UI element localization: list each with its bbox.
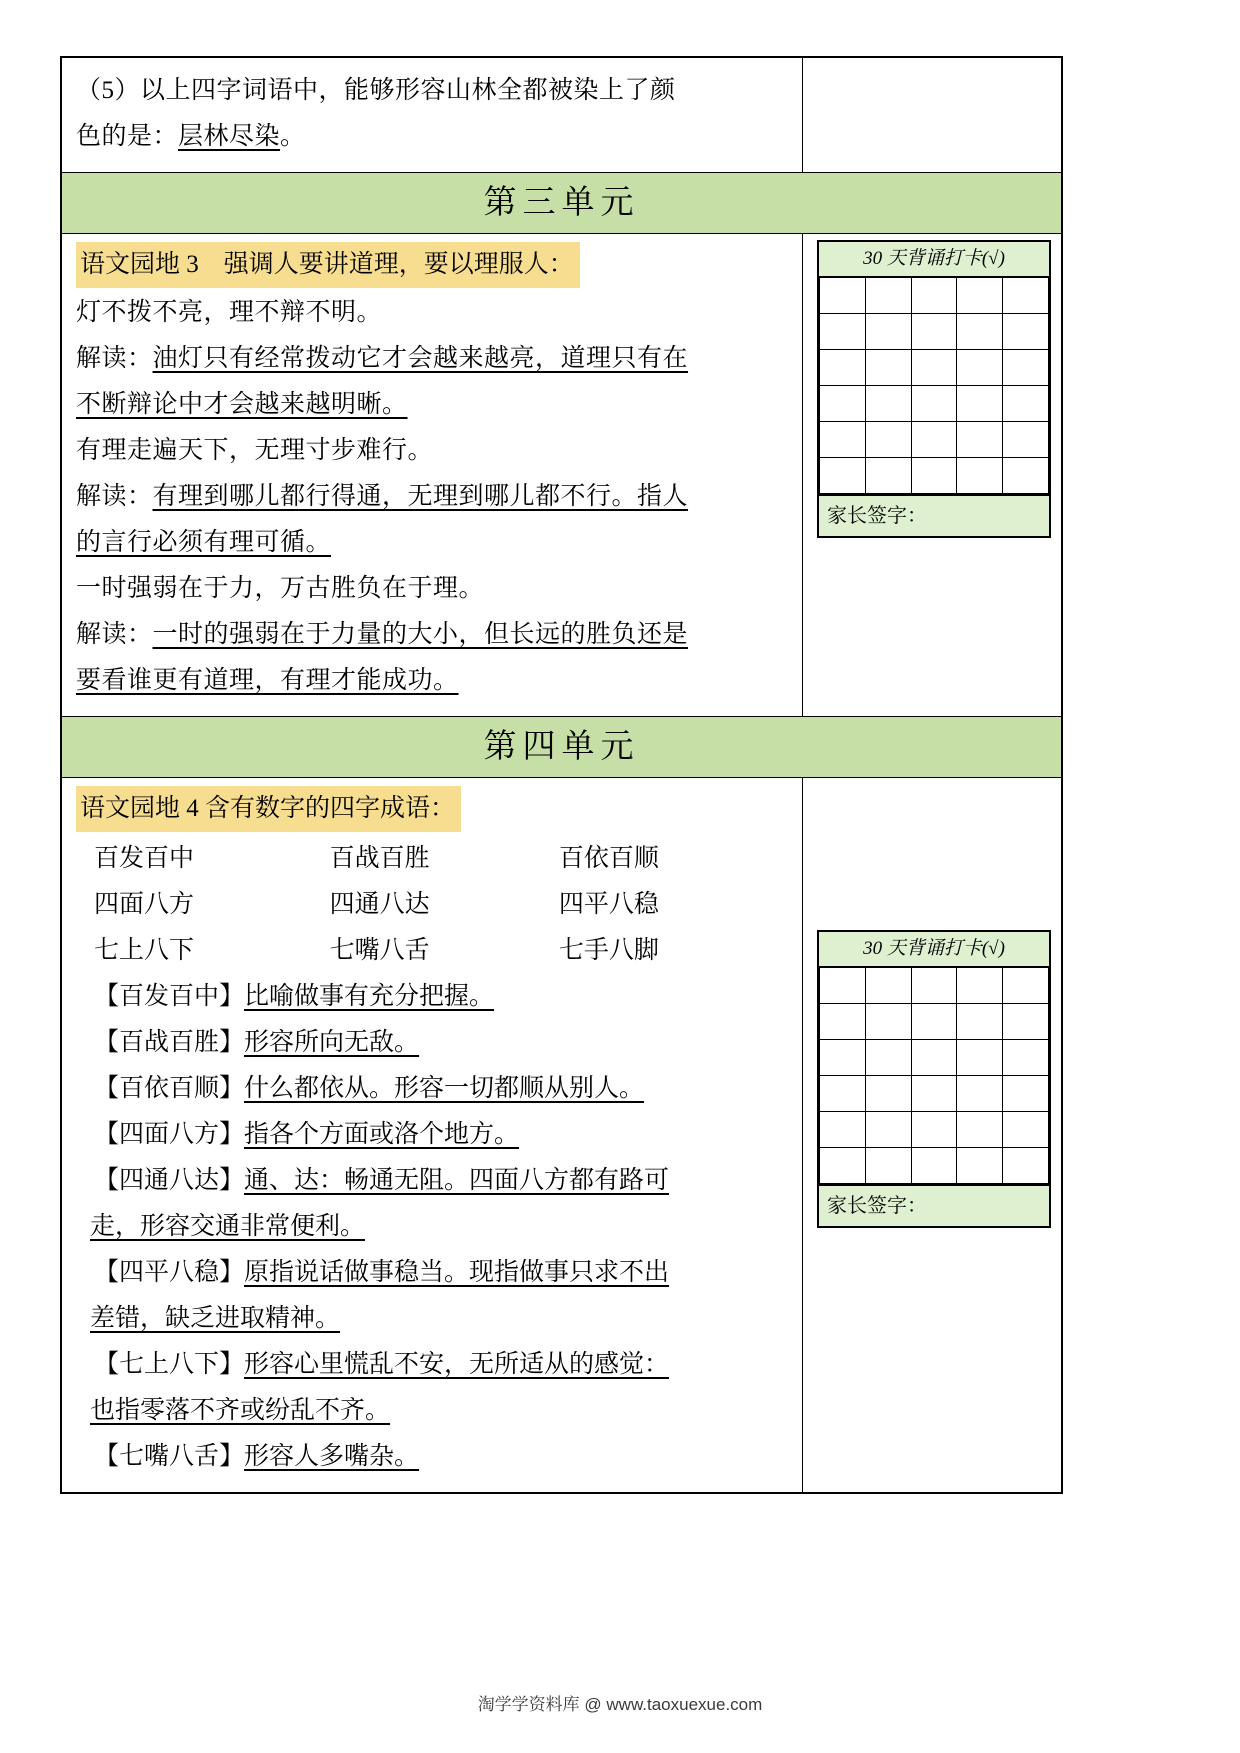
checkin-row[interactable] [820, 422, 1049, 458]
definition-continuation: 差错，缺乏进取精神。 [90, 1305, 341, 1332]
checkin-cell[interactable] [865, 1076, 911, 1112]
definition-line [76, 1158, 788, 1204]
checkin-cell[interactable] [957, 314, 1003, 350]
question5-cell [61, 57, 803, 173]
checkin-cell[interactable] [820, 1040, 866, 1076]
checkin-cell[interactable] [911, 1076, 957, 1112]
idiom-row [76, 882, 788, 928]
checkin-card-unit3 [817, 240, 1051, 538]
definition-meaning: 通、达：畅通无阻。四面八方都有路可 [244, 1167, 670, 1194]
question5-side-cell [803, 57, 1063, 173]
checkin-cell[interactable] [911, 1040, 957, 1076]
checkin-grid-unit4[interactable] [819, 967, 1049, 1184]
idiom-grid [76, 836, 788, 974]
checkin-cell[interactable] [957, 1040, 1003, 1076]
definition-continuation: 走，形容交通非常便利。 [90, 1213, 366, 1240]
checkin-cell[interactable] [865, 458, 911, 494]
idiom-cell: 四面八方 [94, 891, 195, 918]
definition-line [76, 1066, 788, 1112]
table-row-unit3 [61, 234, 1062, 717]
checkin-cell[interactable] [957, 968, 1003, 1004]
checkin-cell[interactable] [1003, 1004, 1049, 1040]
checkin-cell[interactable] [911, 1004, 957, 1040]
checkin-row[interactable] [820, 1076, 1049, 1112]
unit3-body [62, 288, 802, 716]
checkin-cell[interactable] [1003, 278, 1049, 314]
definition-line [76, 1020, 788, 1066]
footer-watermark: 淘学学资料库 @ www.taoxuexue.com [477, 1695, 763, 1714]
idiom-cell: 四平八稳 [558, 891, 659, 918]
definition-term: 【七嘴八舌】 [94, 1443, 245, 1470]
definition-term: 【百发百中】 [94, 983, 245, 1010]
checkin-cell[interactable] [865, 422, 911, 458]
checkin-title-unit3: 30 天背诵打卡(√) [819, 242, 1049, 277]
checkin-cell[interactable] [911, 314, 957, 350]
checkin-cell[interactable] [957, 386, 1003, 422]
checkin-row[interactable] [820, 968, 1049, 1004]
checkin-cell[interactable] [865, 350, 911, 386]
unit3-line-4: 有理走遍天下，无理寸步难行。 [76, 437, 434, 464]
checkin-cell[interactable] [820, 1076, 866, 1112]
idiom-cell: 百依百顺 [558, 845, 659, 872]
definition-meaning: 原指说话做事稳当。现指做事只求不出 [244, 1259, 670, 1286]
checkin-row[interactable] [820, 458, 1049, 494]
worksheet-table [60, 56, 1063, 1494]
unit3-banner: 第三单元 [61, 173, 1062, 234]
definition-line [76, 1342, 788, 1388]
definition-continuation: 也指零落不齐或纷乱不齐。 [90, 1397, 391, 1424]
idiom-cell: 七上八下 [94, 937, 195, 964]
checkin-row[interactable] [820, 1148, 1049, 1184]
checkin-cell[interactable] [865, 1112, 911, 1148]
checkin-cell[interactable] [1003, 1112, 1049, 1148]
checkin-cell[interactable] [820, 350, 866, 386]
definition-line [76, 1250, 788, 1296]
checkin-cell[interactable] [911, 1148, 957, 1184]
idiom-row [76, 836, 788, 882]
table-row-question5 [61, 57, 1062, 173]
checkin-cell[interactable] [820, 278, 866, 314]
checkin-cell[interactable] [911, 1112, 957, 1148]
checkin-cell[interactable] [820, 314, 866, 350]
unit3-line-7: 一时强弱在于力，万古胜负在于理。 [76, 575, 485, 602]
checkin-cell[interactable] [1003, 422, 1049, 458]
checkin-cell[interactable] [1003, 1040, 1049, 1076]
definition-list [76, 974, 788, 1480]
table-row-unit3-banner [61, 173, 1062, 234]
checkin-cell[interactable] [911, 386, 957, 422]
unit3-line-6: 的言行必须有理可循。 [76, 529, 332, 556]
idiom-grid-body [76, 836, 788, 974]
idiom-cell: 百发百中 [94, 845, 195, 872]
definition-meaning: 形容人多嘴杂。 [244, 1443, 420, 1470]
checkin-cell[interactable] [1003, 386, 1049, 422]
checkin-row[interactable] [820, 1004, 1049, 1040]
checkin-cell[interactable] [1003, 350, 1049, 386]
unit3-cell [61, 234, 803, 717]
table-row-unit4 [61, 778, 1062, 1494]
definition-meaning: 比喻做事有充分把握。 [244, 983, 495, 1010]
checkin-cell[interactable] [820, 1148, 866, 1184]
definition-line [76, 1434, 788, 1480]
checkin-row[interactable] [820, 314, 1049, 350]
idiom-cell: 四通八达 [329, 891, 430, 918]
definition-meaning: 形容所向无敌。 [244, 1029, 420, 1056]
idiom-row [76, 928, 788, 974]
checkin-cell[interactable] [911, 278, 957, 314]
definition-meaning: 形容心里慌乱不安，无所适从的感觉： [244, 1351, 670, 1378]
unit3-line-8: 解读：一时的强弱在于力量的大小，但长远的胜负还是 [76, 621, 689, 648]
signature-row-unit3[interactable]: 家长签字： [819, 494, 1049, 536]
idiom-cell: 七手八脚 [558, 937, 659, 964]
unit3-line-1: 灯不拨不亮，理不辩不明。 [76, 299, 383, 326]
checkin-cell[interactable] [865, 1148, 911, 1184]
checkin-cell[interactable] [911, 458, 957, 494]
definition-meaning: 什么都依从。形容一切都顺从别人。 [244, 1075, 645, 1102]
checkin-cell[interactable] [820, 968, 866, 1004]
checkin-cell[interactable] [957, 278, 1003, 314]
unit4-cell [61, 778, 803, 1494]
checkin-cell[interactable] [911, 968, 957, 1004]
checkin-row[interactable] [820, 1040, 1049, 1076]
checkin-cell[interactable] [865, 1040, 911, 1076]
checkin-cell[interactable] [957, 1112, 1003, 1148]
checkin-cell[interactable] [820, 422, 866, 458]
checkin-cell[interactable] [1003, 1148, 1049, 1184]
definition-meaning: 指各个方面或洛个地方。 [244, 1121, 520, 1148]
definition-term: 【七上八下】 [94, 1351, 245, 1378]
definition-term: 【四平八稳】 [94, 1259, 245, 1286]
checkin-cell[interactable] [1003, 314, 1049, 350]
checkin-row[interactable] [820, 386, 1049, 422]
checkin-row[interactable] [820, 350, 1049, 386]
definition-term: 【百依百顺】 [94, 1075, 245, 1102]
unit3-side-cell [803, 234, 1063, 717]
checkin-cell[interactable] [911, 422, 957, 458]
checkin-cell[interactable] [820, 1112, 866, 1148]
definition-continuation-line [76, 1388, 788, 1434]
checkin-cell[interactable] [957, 1148, 1003, 1184]
question5-line-2: 色的是：层林尽染。 [76, 123, 306, 150]
definition-continuation-line [76, 1204, 788, 1250]
idiom-cell: 百战百胜 [329, 845, 430, 872]
definition-continuation-line [76, 1296, 788, 1342]
definition-term: 【百战百胜】 [94, 1029, 245, 1056]
unit3-line-5: 解读：有理到哪儿都行得通，无理到哪儿都不行。指人 [76, 483, 689, 510]
checkin-grid-body-unit3[interactable] [820, 278, 1049, 494]
checkin-cell[interactable] [1003, 968, 1049, 1004]
checkin-cell[interactable] [865, 314, 911, 350]
checkin-row[interactable] [820, 278, 1049, 314]
checkin-card-unit4 [817, 930, 1051, 1228]
unit3-highlight-row [62, 234, 802, 288]
checkin-cell[interactable] [820, 1004, 866, 1040]
checkin-cell[interactable] [865, 968, 911, 1004]
checkin-cell[interactable] [957, 1076, 1003, 1112]
checkin-cell[interactable] [865, 278, 911, 314]
checkin-cell[interactable] [865, 1004, 911, 1040]
checkin-cell[interactable] [957, 458, 1003, 494]
unit4-side-cell [803, 778, 1063, 1494]
question5-line-1: （5）以上四字词语中，能够形容山林全都被染上了颜 [76, 77, 676, 104]
question5-answer: 层林尽染 [178, 123, 281, 150]
checkin-cell[interactable] [911, 350, 957, 386]
checkin-cell[interactable] [1003, 458, 1049, 494]
definition-term: 【四通八达】 [94, 1167, 245, 1194]
checkin-title-unit4: 30 天背诵打卡(√) [819, 932, 1049, 967]
unit3-line-9: 要看谁更有道理，有理才能成功。 [76, 667, 459, 694]
definition-line [76, 974, 788, 1020]
checkin-row[interactable] [820, 1112, 1049, 1148]
definition-term: 【四面八方】 [94, 1121, 245, 1148]
checkin-cell[interactable] [957, 422, 1003, 458]
signature-row-unit4[interactable]: 家长签字： [819, 1184, 1049, 1226]
idiom-cell: 七嘴八舌 [329, 937, 430, 964]
checkin-grid-body-unit4[interactable] [820, 968, 1049, 1184]
checkin-grid-unit3[interactable] [819, 277, 1049, 494]
checkin-cell[interactable] [957, 1004, 1003, 1040]
unit4-banner: 第四单元 [61, 717, 1062, 778]
unit3-line-2: 解读：油灯只有经常拨动它才会越来越亮，道理只有在 [76, 345, 689, 372]
checkin-cell[interactable] [957, 350, 1003, 386]
unit4-highlight-row [62, 778, 802, 832]
table-row-unit4-banner [61, 717, 1062, 778]
question5-body [62, 58, 802, 172]
checkin-cell[interactable] [865, 386, 911, 422]
unit4-highlight: 语文园地 4 含有数字的四字成语： [76, 786, 461, 832]
unit4-body [62, 832, 802, 1492]
checkin-cell[interactable] [820, 458, 866, 494]
definition-line [76, 1112, 788, 1158]
checkin-cell[interactable] [820, 386, 866, 422]
unit3-line-3: 不断辩论中才会越来越明晰。 [76, 391, 408, 418]
unit3-highlight: 语文园地 3 强调人要讲道理，要以理服人： [76, 242, 580, 288]
checkin-cell[interactable] [1003, 1076, 1049, 1112]
